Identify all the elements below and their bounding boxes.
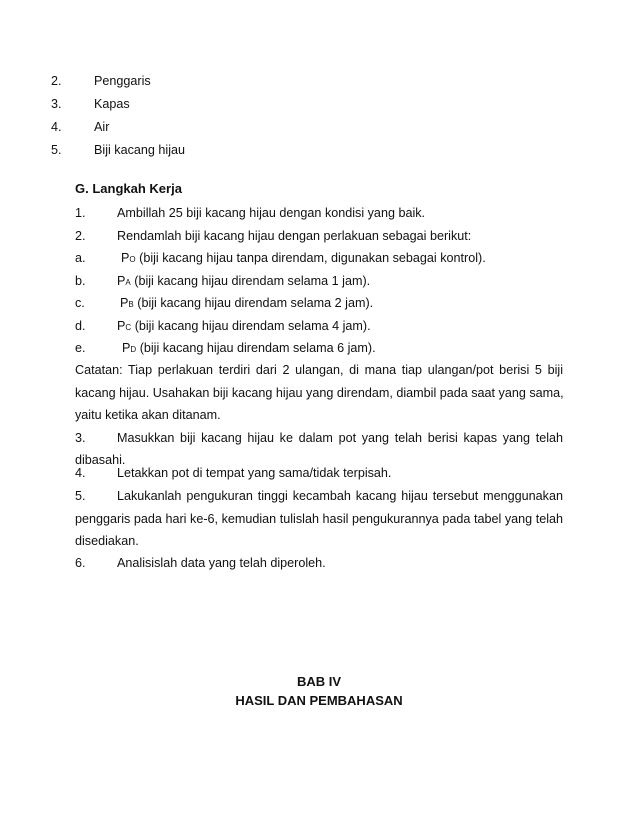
chapter-title: BAB IV <box>296 674 342 689</box>
list-text: Biji kacang hijau <box>94 143 186 157</box>
treatment-description: (biji kacang hijau direndam selama 4 jam). <box>134 319 371 333</box>
treatment-description: (biji kacang hijau tanpa direndam, digunakan sebagai kontrol). <box>139 251 486 265</box>
step-number: 4. <box>75 466 86 480</box>
treatment-symbol: P <box>117 274 126 288</box>
step-text: disediakan. <box>75 534 139 548</box>
treatment-description: (biji kacang hijau direndam selama 2 jam). <box>137 296 374 310</box>
list-item <box>0 95 638 113</box>
step-number: 2. <box>75 229 86 243</box>
treatment-description: (biji kacang hijau direndam selama 6 jam). <box>139 341 376 355</box>
treatment-item <box>0 317 638 335</box>
treatment-item <box>0 339 638 357</box>
treatment-letter: b. <box>75 274 86 288</box>
treatment-text <box>121 249 486 269</box>
list-item <box>0 118 638 136</box>
step-continuation <box>0 441 638 467</box>
list-text: Air <box>94 120 110 134</box>
treatment-description: (biji kacang hijau direndam selama 1 jam). <box>134 274 371 288</box>
treatment-symbol: P <box>120 296 129 310</box>
treatment-text <box>117 317 371 337</box>
step-item <box>0 554 638 572</box>
treatment-subscript: B <box>128 300 134 309</box>
step-text: Analisislah data yang telah diperoleh. <box>117 556 326 570</box>
treatment-text <box>120 294 373 314</box>
step-number: 3. <box>75 431 86 445</box>
treatment-letter: e. <box>75 341 86 355</box>
note-line: kacang hijau. Usahakan biji kacang hijau yang direndam, diambil pada saat yang sama, <box>75 386 564 400</box>
step-number: 6. <box>75 556 86 570</box>
step-text: penggaris pada hari ke-6, kemudian tulislah hasil pengukurannya pada tabel yang telah <box>75 512 563 526</box>
list-number: 4. <box>51 120 62 134</box>
list-number: 5. <box>51 143 62 157</box>
note-line: yaitu ketika akan ditanam. <box>75 408 221 422</box>
treatment-text <box>122 339 376 359</box>
step-continuation <box>75 532 563 550</box>
treatment-symbol: P <box>117 319 126 333</box>
step-text: Rendamlah biji kacang hijau dengan perlakuan sebagai berikut: <box>117 229 472 243</box>
treatment-subscript: O <box>129 255 136 264</box>
treatment-subscript: C <box>125 323 132 332</box>
note-paragraph <box>75 406 563 424</box>
section-heading: G. Langkah Kerja <box>75 181 182 196</box>
treatment-item <box>0 249 638 267</box>
list-text: Penggaris <box>94 74 151 88</box>
list-number: 2. <box>51 74 62 88</box>
step-text: dibasahi. <box>75 453 126 467</box>
step-text: Lakukanlah pengukuran tinggi kecambah kacang hijau tersebut menggunakan <box>117 489 563 503</box>
step-text: Ambillah 25 biji kacang hijau dengan kondisi yang baik. <box>117 206 426 220</box>
treatment-subscript: D <box>130 345 137 354</box>
step-item <box>0 464 638 482</box>
step-continuation <box>75 510 563 528</box>
note-paragraph <box>75 361 563 379</box>
treatment-letter: c. <box>75 296 85 310</box>
step-item <box>0 227 638 245</box>
step-text: Masukkan biji kacang hijau ke dalam pot yang telah berisi kapas yang telah <box>117 431 563 445</box>
treatment-symbol: P <box>121 251 130 265</box>
treatment-item <box>0 294 638 312</box>
treatment-symbol: P <box>122 341 131 355</box>
treatment-subscript: A <box>125 278 131 287</box>
chapter-subtitle: HASIL DAN PEMBAHASAN <box>235 693 403 708</box>
treatment-letter: d. <box>75 319 86 333</box>
note-line: Catatan: Tiap perlakuan terdiri dari 2 ulangan, di mana tiap ulangan/pot berisi 5 biji <box>75 363 563 377</box>
step-item <box>0 487 638 505</box>
list-text: Kapas <box>94 97 130 111</box>
note-paragraph <box>75 384 563 402</box>
treatment-text <box>117 272 370 292</box>
treatment-letter: a. <box>75 251 86 265</box>
step-text: Letakkan pot di tempat yang sama/tidak terpisah. <box>117 466 392 480</box>
step-number: 1. <box>75 206 86 220</box>
step-item <box>0 204 638 222</box>
list-item <box>0 141 638 159</box>
list-number: 3. <box>51 97 62 111</box>
treatment-item <box>0 272 638 290</box>
list-item <box>0 72 638 90</box>
step-number: 5. <box>75 489 86 503</box>
